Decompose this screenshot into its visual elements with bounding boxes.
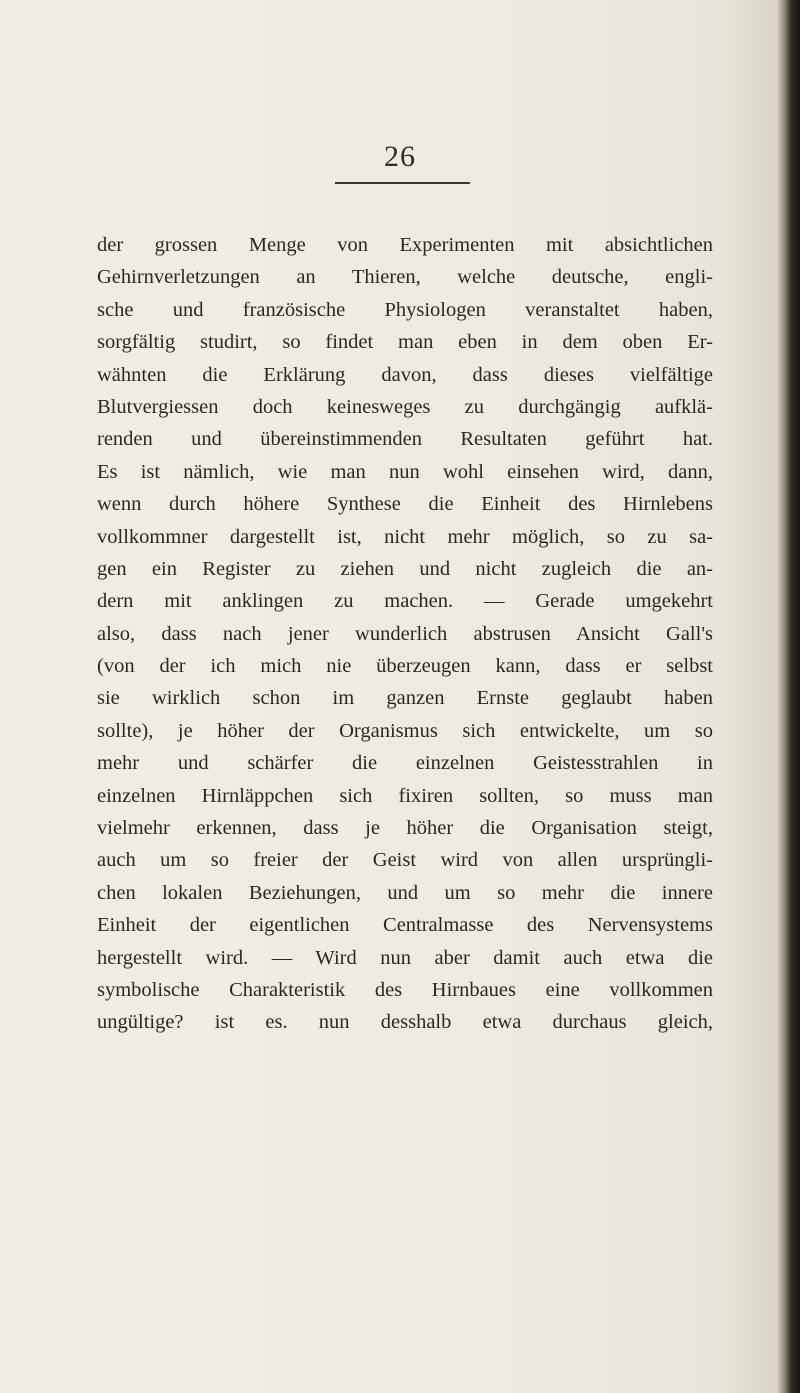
text-line: einzelnen Hirnläppchen sich fixiren sollten, so muss man (97, 784, 713, 807)
text-line: chen lokalen Beziehungen, und um so mehr die innere (97, 881, 713, 904)
text-line: renden und übereinstimmenden Resultaten geführt hat. (97, 428, 713, 451)
text-line: mehr und schärfer die einzelnen Geistesstrahlen in (97, 752, 713, 775)
text-line: wenn durch höhere Synthese die Einheit des Hirnlebens (97, 493, 713, 516)
text-line: Einheit der eigentlichen Centralmasse des Nervensystems (97, 914, 713, 937)
text-line: vielmehr erkennen, dass je höher die Organisation steigt, (97, 817, 713, 840)
text-line: der grossen Menge von Experimenten mit absichtlichen (97, 234, 713, 256)
text-line: sche und französische Physiologen veranstaltet haben, (97, 298, 713, 321)
page-number: 26 (384, 140, 416, 173)
text-line: dern mit anklingen zu machen. — Gerade umgekehrt (97, 590, 713, 613)
text-line: gen ein Register zu ziehen und nicht zugleich die an- (97, 557, 713, 580)
text-line: auch um so freier der Geist wird von allen ursprüngli- (97, 849, 713, 872)
header-rule (335, 182, 470, 184)
text-line: vollkommner dargestellt ist, nicht mehr möglich, so zu sa- (97, 525, 713, 548)
text-line: also, dass nach jener wunderlich abstrusen Ansicht Gall's (97, 622, 713, 645)
text-line: Gehirnverletzungen an Thieren, welche deutsche, engli- (97, 266, 713, 289)
text-line: wähnten die Erklärung davon, dass dieses vielfältige (97, 363, 713, 386)
text-line: sie wirklich schon im ganzen Ernste geglaubt haben (97, 687, 713, 710)
book-spine-shadow (778, 0, 800, 1393)
text-line: sorgfältig studirt, so findet man eben in dem oben Er- (97, 331, 713, 354)
text-line: ungültige? ist es. nun desshalb etwa durchaus gleich, (97, 1011, 713, 1034)
text-line: Es ist nämlich, wie man nun wohl einsehen wird, dann, (97, 460, 713, 483)
text-line: symbolische Charakteristik des Hirnbaues eine vollkommen (97, 978, 713, 1001)
body-text (97, 229, 713, 1039)
text-line: hergestellt wird. — Wird nun aber damit auch etwa die (97, 946, 713, 969)
text-line: (von der ich mich nie überzeugen kann, dass er selbst (97, 655, 713, 678)
text-line: Blutvergiessen doch keinesweges zu durchgängig aufklä- (97, 395, 713, 418)
text-line: sollte), je höher der Organismus sich entwickelte, um so (97, 719, 713, 742)
